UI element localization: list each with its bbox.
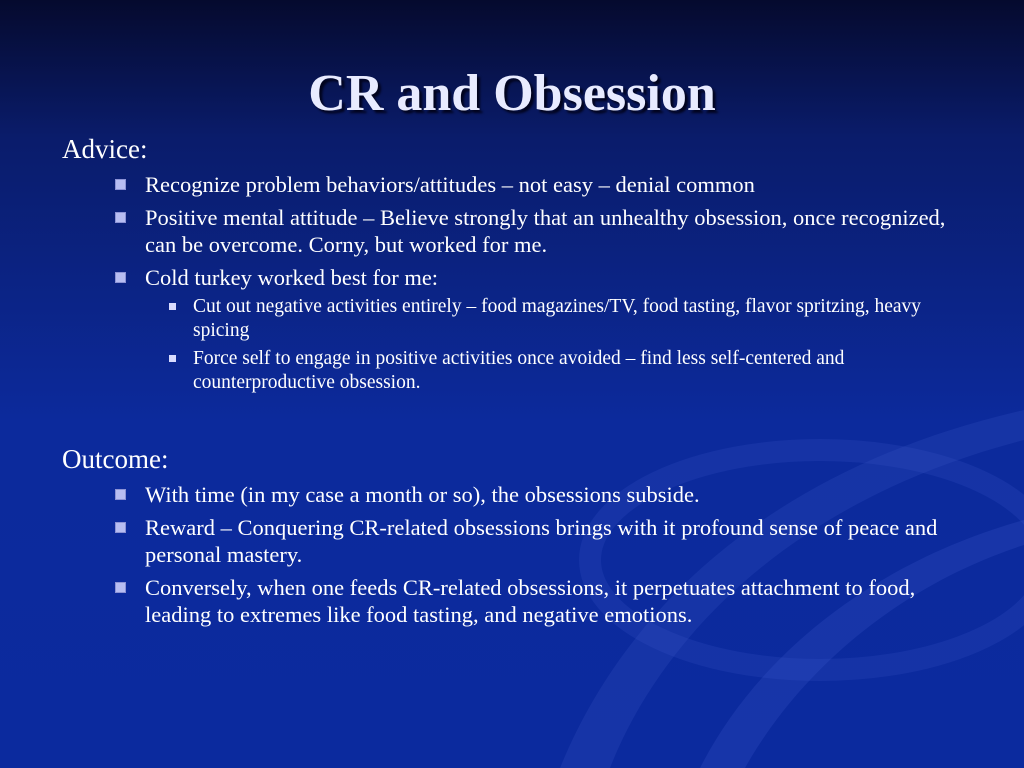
advice-heading: Advice: (62, 134, 148, 164)
list-item-text: Reward – Conquering CR-related obsessions brings with it profound sense of peace and personal mastery. (145, 515, 938, 567)
list-item-text: With time (in my case a month or so), the obsessions subside. (145, 482, 700, 507)
square-bullet-icon (115, 522, 126, 533)
square-bullet-icon (169, 303, 176, 310)
list-item (115, 264, 962, 395)
list-item (115, 204, 962, 258)
slide-title: CR and Obsession (308, 65, 716, 122)
slide-content (62, 133, 962, 628)
outcome-heading: Outcome: (62, 444, 169, 474)
square-bullet-icon (115, 212, 126, 223)
square-bullet-icon (115, 179, 126, 190)
square-bullet-icon (115, 582, 126, 593)
outcome-list (115, 481, 962, 628)
list-item (115, 171, 962, 198)
sublist-item-text: Force self to engage in positive activities once avoided – find less self-centered and counterproductive obsession. (193, 348, 845, 393)
sublist-item-text: Cut out negative activities entirely – food magazines/TV, food tasting, flavor spritzing, heavy spicing (193, 296, 922, 341)
square-bullet-icon (169, 355, 176, 362)
sublist-item (169, 295, 962, 343)
list-item-text: Conversely, when one feeds CR-related obsessions, it perpetuates attachment to food, leading to extremes like food tasting, and negative emotions. (145, 575, 916, 627)
square-bullet-icon (115, 489, 126, 500)
list-item (115, 574, 962, 628)
list-item-text: Cold turkey worked best for me: (145, 265, 439, 290)
list-item (115, 481, 962, 508)
list-item (115, 514, 962, 568)
list-item-text: Positive mental attitude – Believe strongly that an unhealthy obsession, once recognized, can be overcome. Corny, but worked for me. (145, 205, 946, 257)
sublist-item (169, 347, 962, 395)
advice-sublist (169, 295, 962, 395)
square-bullet-icon (115, 272, 126, 283)
advice-list (115, 171, 962, 395)
list-item-text: Recognize problem behaviors/attitudes – not easy – denial common (145, 172, 755, 197)
